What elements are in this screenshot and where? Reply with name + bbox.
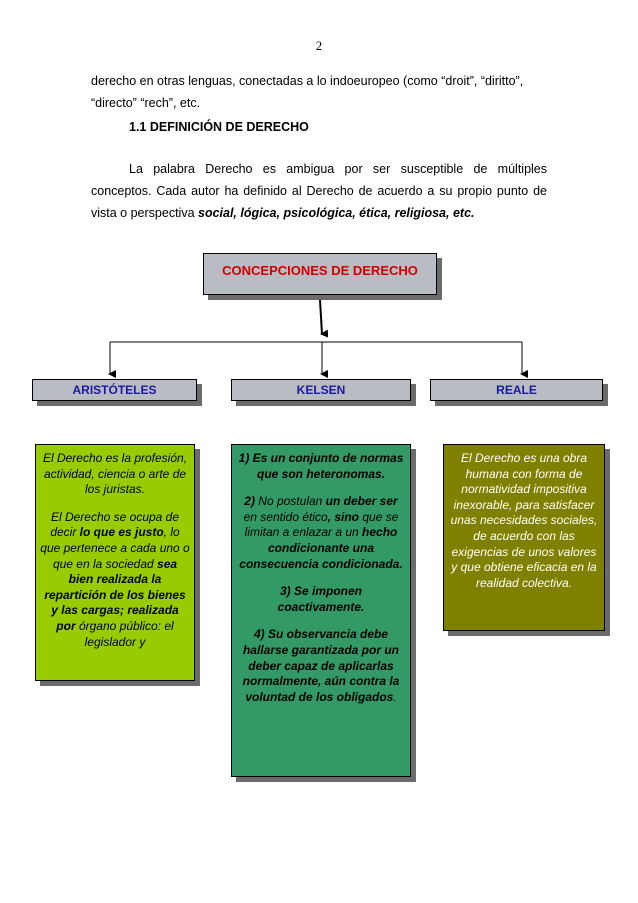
- aristoteles-title-box: ARISTÓTELES: [32, 379, 197, 401]
- section-heading: 1.1 DEFINICIÓN DE DERECHO: [129, 120, 309, 134]
- kelsen-pt2-f: hecho condicionante una consecuencia condicionada.: [239, 525, 403, 571]
- reale-content-box: [443, 444, 605, 631]
- page-number: 2: [315, 38, 323, 53]
- aristoteles-p2-a: El Derecho se ocupa de decir: [50, 509, 180, 540]
- kelsen-content-box: [231, 444, 411, 777]
- kelsen-pt2-e: que se limitan a enlazar a un: [244, 509, 399, 540]
- intro-line-1: derecho en otras lenguas, conectadas a lo indoeuropeo (como “droit”, “diritto”,: [91, 74, 524, 88]
- intro-line-2: “directo” “rech”, etc.: [91, 96, 201, 110]
- aristoteles-content-box: [35, 444, 195, 681]
- reale-definition: El Derecho es una obra humana con forma de normatividad impositiva inexorable, para satisfacer unas necesidades sociales, de acuerdo con las exigencias de unos valores y que obtiene eficacia en la realidad colectiva.: [450, 451, 598, 590]
- aristoteles-definition: El Derecho es la profesión, actividad, ciencia o arte de los juristas.: [42, 451, 188, 497]
- aristoteles-p2-b: lo que es justo: [79, 525, 164, 540]
- kelsen-point-3: 3) Se imponen coactivamente.: [277, 584, 365, 614]
- kelsen-point-2: [236, 494, 406, 572]
- root-concept-box: CONCEPCIONES DE DERECHO: [203, 253, 437, 295]
- definition-emphasis: social, lógica, psicológica, ética, religiosa, etc.: [198, 206, 475, 220]
- root-connector: [320, 300, 322, 334]
- kelsen-pt2-b: un deber ser: [325, 494, 398, 509]
- kelsen-pt2-num: 2): [244, 494, 255, 509]
- kelsen-pt2-c: en sentido ético: [243, 509, 328, 524]
- definition-text: La palabra Derecho es ambigua por ser susceptible de múltiples conceptos. Cada autor ha definido al Derecho de acuerdo a su propio punto de vista o perspectiva: [91, 162, 547, 220]
- kelsen-pt2-d: , sino: [327, 509, 360, 524]
- aristoteles-p2-c: , lo que pertenece a cada uno o que en la sociedad: [40, 525, 190, 571]
- kelsen-pt2-a: No postulan: [254, 494, 326, 509]
- kelsen-title-box: KELSEN: [231, 379, 411, 401]
- kelsen-point-1: 1) Es un conjunto de normas que son heteronomas.: [238, 451, 404, 481]
- kelsen-pt4-text: 4) Su observancia debe hallarse garantizada por un deber capaz de aplicarlas normalmente, aún contra la voluntad de los obligados: [242, 627, 400, 704]
- aristoteles-p2-e: órgano público: el legislador y: [75, 618, 174, 649]
- aristoteles-p2-d: sea bien realizada la repartición de los bienes y las cargas; realizada por: [44, 556, 186, 633]
- kelsen-point-4: [236, 627, 406, 705]
- kelsen-pt4-end: .: [393, 689, 397, 704]
- reale-title-box: REALE: [430, 379, 603, 401]
